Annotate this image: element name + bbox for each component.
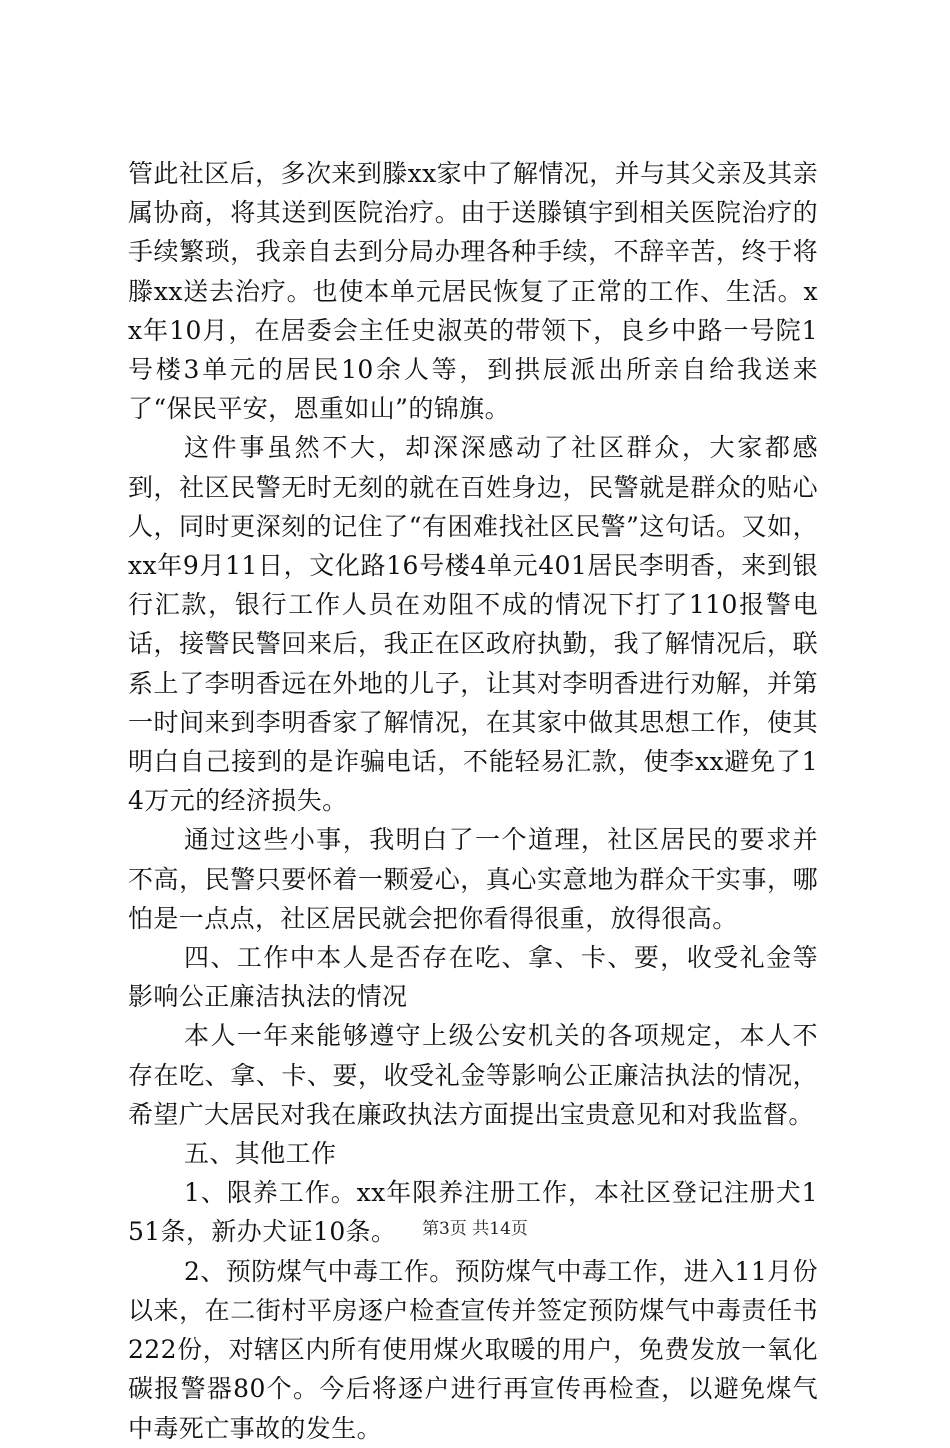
document-body [128, 154, 818, 1448]
paragraph-community-impact: 这件事虽然不大，却深深感动了社区群众，大家都感到，社区民警无时无刻的就在百姓身边，民警就是群众的贴心人，同时更深刻的记住了“有困难找社区民警”这句话。又如，xx年9月11日，文化路16号楼4单元401居民李明香，来到银行汇款，银行工作人员在劝阻不成的情况下打了110报警电话，接警民警回来后，我正在区政府执勤，我了解情况后，联系上了李明香远在外地的儿子，让其对李明香进行劝解，并第一时间来到李明香家了解情况，在其家中做其思想工作，使其明白自己接到的是诈骗电话，不能轻易汇款，使李xx避免了14万元的经济损失。 [128, 433, 818, 816]
paragraph-lesson: 通过这些小事，我明白了一个道理，社区居民的要求并不高，民警只要怀着一颗爱心，真心实意地为群众干实事，哪怕是一点点，社区居民就会把你看得很重，放得很高。 [128, 825, 818, 933]
paragraph-continuation: 管此社区后，多次来到滕xx家中了解情况，并与其父亲及其亲属协商，将其送到医院治疗。由于送滕镇宇到相关医院治疗的手续繁琐，我亲自去到分局办理各种手续，不辞辛苦，终于将滕xx送去治疗。也使本单元居民恢复了正常的工作、生活。xx年10月，在居委会主任史淑英的带领下，良乡中路一号院1号楼3单元的居民10余人等，到拱辰派出所亲自给我送来了“保民平安，恩重如山”的锦旗。 [128, 159, 818, 424]
paragraph-integrity: 本人一年来能够遵守上级公安机关的各项规定，本人不存在吃、拿、卡、要，收受礼金等影响公正廉洁执法的情况，希望广大居民对我在廉政执法方面提出宝贵意见和对我监督。 [128, 1021, 818, 1129]
section-heading-integrity: 四、工作中本人是否存在吃、拿、卡、要，收受礼金等影响公正廉洁执法的情况 [128, 943, 818, 1012]
section-heading-other-work: 五、其他工作 [184, 1139, 337, 1169]
page-footer: 第3页 共14页 [422, 1219, 528, 1239]
paragraph-gas-poisoning-prevention: 2、预防煤气中毒工作。预防煤气中毒工作，进入11月份以来，在二街村平房逐户检查宣传并签定预防煤气中毒责任书222份，对辖区内所有使用煤火取暖的用户，免费发放一氧化碳报警器80个。今后将逐户进行再宣传再检查，以避免煤气中毒死亡事故的发生。 [128, 1256, 818, 1443]
paragraph-dog-registration: 1、限养工作。xx年限养注册工作，本社区登记注册犬151条，新办犬证10条。 [128, 1178, 818, 1247]
